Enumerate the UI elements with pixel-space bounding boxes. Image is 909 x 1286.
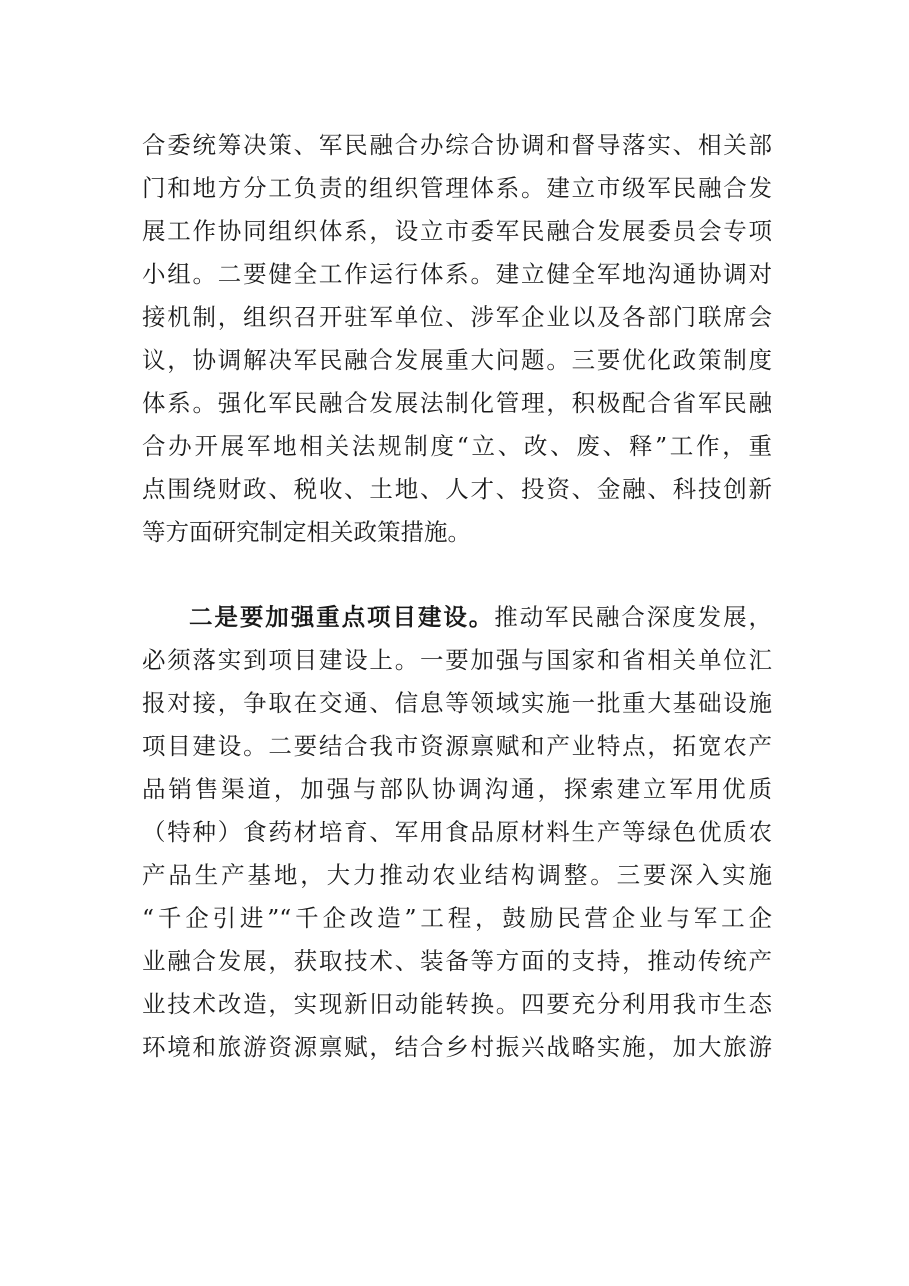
paragraph1-line-5: 接机制，组织召开驻军单位、涉军企业以及各部门联席会 bbox=[142, 303, 772, 331]
paragraph1-line-4: 小组。二要健全工作运行体系。建立健全军地沟通协调对 bbox=[142, 260, 772, 288]
paragraph2-line-2: 必须落实到项目建设上。一要加强与国家和省相关单位汇 bbox=[142, 646, 772, 674]
paragraph1-line-7: 体系。强化军民融合发展法制化管理，积极配合省军民融 bbox=[142, 389, 772, 417]
paragraph1-line-2: 门和地方分工负责的组织管理体系。建立市级军民融合发 bbox=[142, 174, 772, 202]
paragraph1-line-8: 合办开展军地相关法规制度“立、改、废、释”工作，重 bbox=[142, 432, 772, 460]
paragraph2-line-8: “千企引进”“千企改造”工程，鼓励民营企业与军工企 bbox=[142, 904, 772, 932]
paragraph2-line-3: 报对接，争取在交通、信息等领域实施一批重大基础设施 bbox=[142, 689, 772, 717]
paragraph2-line-10: 业技术改造，实现新旧动能转换。四要充分利用我市生态 bbox=[142, 990, 772, 1018]
paragraph2-line-11: 环境和旅游资源禀赋，结合乡村振兴战略实施，加大旅游 bbox=[142, 1033, 772, 1061]
paragraph1-line-9: 点围绕财政、税收、土地、人才、投资、金融、科技创新 bbox=[142, 475, 772, 503]
paragraph2-line-4: 项目建设。二要结合我市资源禀赋和产业特点，拓宽农产 bbox=[142, 732, 772, 760]
paragraph2-first-line bbox=[189, 602, 772, 632]
paragraph2-heading: 二是要加强重点项目建设。 bbox=[189, 603, 495, 631]
paragraph1-line-10: 等方面研究制定相关政策措施。 bbox=[142, 518, 471, 546]
paragraph2-line-7: 产品生产基地，大力推动农业结构调整。三要深入实施 bbox=[142, 861, 772, 889]
paragraph2-line-9: 业融合发展，获取技术、装备等方面的支持，推动传统产 bbox=[142, 947, 772, 975]
paragraph2-line-5: 品销售渠道，加强与部队协调沟通，探索建立军用优质 bbox=[142, 775, 772, 803]
paragraph1-line-3: 展工作协同组织体系，设立市委军民融合发展委员会专项 bbox=[142, 217, 772, 245]
paragraph1-line-6: 议，协调解决军民融合发展重大问题。三要优化政策制度 bbox=[142, 346, 772, 374]
paragraph2-line-6: （特种）食药材培育、军用食品原材料生产等绿色优质农 bbox=[142, 818, 772, 846]
paragraph1-line-1: 合委统筹决策、军民融合办综合协调和督导落实、相关部 bbox=[142, 131, 772, 159]
paragraph2-first-line-text: 推动军民融合深度发展， bbox=[494, 603, 773, 631]
